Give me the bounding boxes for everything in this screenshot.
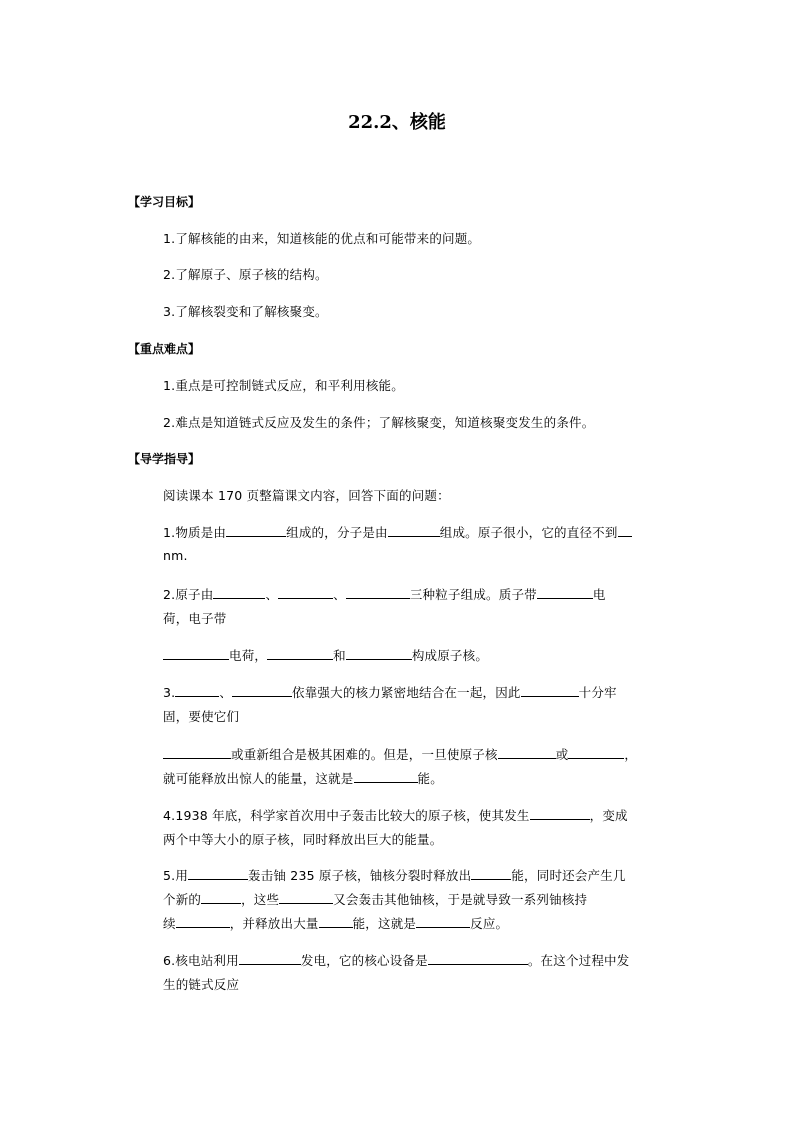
answer-blank[interactable]	[416, 915, 470, 928]
q2-text: 荷，电子带	[163, 611, 227, 626]
answer-blank[interactable]	[278, 586, 333, 599]
answer-blank[interactable]	[428, 952, 528, 965]
q6-text: 发电，它的核心设备是	[300, 953, 428, 968]
question-3-line-4	[163, 769, 443, 787]
question-1-line-1	[163, 523, 632, 541]
q3-text: 就可能释放出惊人的能量，这就是	[163, 771, 354, 786]
q3-text: 固，要使它们	[163, 709, 240, 724]
question-2-line-3	[163, 646, 488, 664]
q2-text: 电	[592, 587, 606, 602]
section-heading-key: 【重点难点】	[128, 342, 201, 356]
question-5-line-1	[163, 866, 626, 884]
answer-blank[interactable]	[537, 586, 593, 599]
q3-text: 或重新组合是极其困难的。但是，一旦使原子核	[231, 747, 498, 762]
document-title: 22.2、核能	[348, 112, 446, 133]
q5-text: 5.用	[163, 868, 189, 883]
answer-blank[interactable]	[388, 524, 440, 537]
q3-text: 依靠强大的核力紧密地结合在一起，因此	[292, 685, 521, 700]
answer-blank[interactable]	[618, 524, 632, 537]
q5-text: ，并释放出大量	[229, 916, 319, 931]
question-3-line-3	[163, 745, 637, 763]
q2-text: 三种粒子组成。质子带	[409, 587, 537, 602]
question-5-line-2	[163, 890, 587, 908]
answer-blank[interactable]	[346, 647, 412, 660]
question-2-line-1	[163, 585, 606, 603]
goal-item: 1.了解核能的由来，知道核能的优点和可能带来的问题。	[163, 231, 481, 246]
q1-text: 组成的，分子是由	[286, 525, 388, 540]
answer-blank[interactable]	[232, 684, 292, 697]
answer-blank[interactable]	[279, 891, 333, 904]
q6-text: 。在这个过程中发	[527, 953, 630, 968]
question-4-line-2	[163, 830, 442, 848]
q6-text: 6.核电站利用	[163, 953, 239, 968]
q5-text: 能，同时还会产生几	[511, 868, 626, 883]
q1-text: nm.	[163, 548, 188, 563]
q2-text: 、	[333, 587, 346, 602]
q3-text: 能。	[417, 771, 443, 786]
q5-text: 个新的	[163, 892, 202, 907]
q5-text: 反应。	[470, 916, 509, 931]
answer-blank[interactable]	[498, 746, 556, 759]
q3-text: ，	[624, 747, 638, 762]
q5-text: 能，这就是	[352, 916, 417, 931]
key-item: 2.难点是知道链式反应及发生的条件；了解核聚变，知道核聚变发生的条件。	[163, 415, 595, 430]
answer-blank[interactable]	[530, 807, 590, 820]
question-3-line-1	[163, 683, 617, 701]
question-3-line-2	[163, 707, 239, 725]
section-heading-goals: 【学习目标】	[128, 195, 201, 209]
question-5-line-3	[163, 914, 508, 932]
q3-text: 3.	[163, 685, 176, 700]
answer-blank[interactable]	[471, 867, 511, 880]
answer-blank[interactable]	[568, 746, 624, 759]
q4-text: 两个中等大小的原子核，同时释放出巨大的能量。	[163, 832, 443, 847]
q1-text: 1.物质是由	[163, 525, 227, 540]
key-item: 1.重点是可控制链式反应，和平利用核能。	[163, 378, 404, 393]
answer-blank[interactable]	[319, 915, 353, 928]
question-6-line-1	[163, 951, 629, 969]
guide-intro: 阅读课本 170 页整篇课文内容，回答下面的问题：	[163, 488, 450, 503]
q5-text: 轰击铀 235 原子核，铀核分裂时释放出	[248, 868, 472, 883]
q3-text: 、	[219, 685, 233, 700]
q3-text: 或	[555, 747, 569, 762]
q3-text: 十分牢	[578, 685, 617, 700]
q5-text: 又会轰击其他铀核，于是就导致一系列铀核持	[333, 892, 588, 907]
answer-blank[interactable]	[188, 867, 248, 880]
q5-text: ，这些	[241, 892, 280, 907]
answer-blank[interactable]	[354, 770, 418, 783]
q2-text: 构成原子核。	[411, 648, 489, 663]
question-2-line-2	[163, 609, 227, 627]
answer-blank[interactable]	[176, 915, 230, 928]
answer-blank[interactable]	[201, 891, 241, 904]
goal-item: 3.了解核裂变和了解核聚变。	[163, 304, 328, 319]
answer-blank[interactable]	[226, 524, 286, 537]
question-1-line-2	[163, 548, 188, 563]
answer-blank[interactable]	[267, 647, 333, 660]
q4-text: 4.1938 年底，科学家首次用中子轰击比较大的原子核，使其发生	[163, 808, 530, 823]
answer-blank[interactable]	[521, 684, 579, 697]
q6-text: 生的链式反应	[163, 977, 240, 992]
goal-item: 2.了解原子、原子核的结构。	[163, 267, 328, 282]
section-heading-guide: 【导学指导】	[128, 452, 201, 466]
question-6-line-2	[163, 975, 239, 993]
q2-text: 、	[265, 587, 279, 602]
q2-text: 2.原子由	[163, 587, 214, 602]
q2-text: 和	[333, 648, 346, 663]
q1-text: 组成。原子很小，它的直径不到	[439, 525, 618, 540]
question-4-line-1	[163, 806, 628, 824]
q2-text: 电荷，	[229, 648, 268, 663]
answer-blank[interactable]	[346, 586, 410, 599]
answer-blank[interactable]	[213, 586, 265, 599]
answer-blank[interactable]	[163, 746, 231, 759]
q5-text: 续	[163, 916, 176, 931]
q4-text: ，变成	[589, 808, 628, 823]
answer-blank[interactable]	[175, 684, 219, 697]
answer-blank[interactable]	[239, 952, 301, 965]
answer-blank[interactable]	[163, 647, 229, 660]
